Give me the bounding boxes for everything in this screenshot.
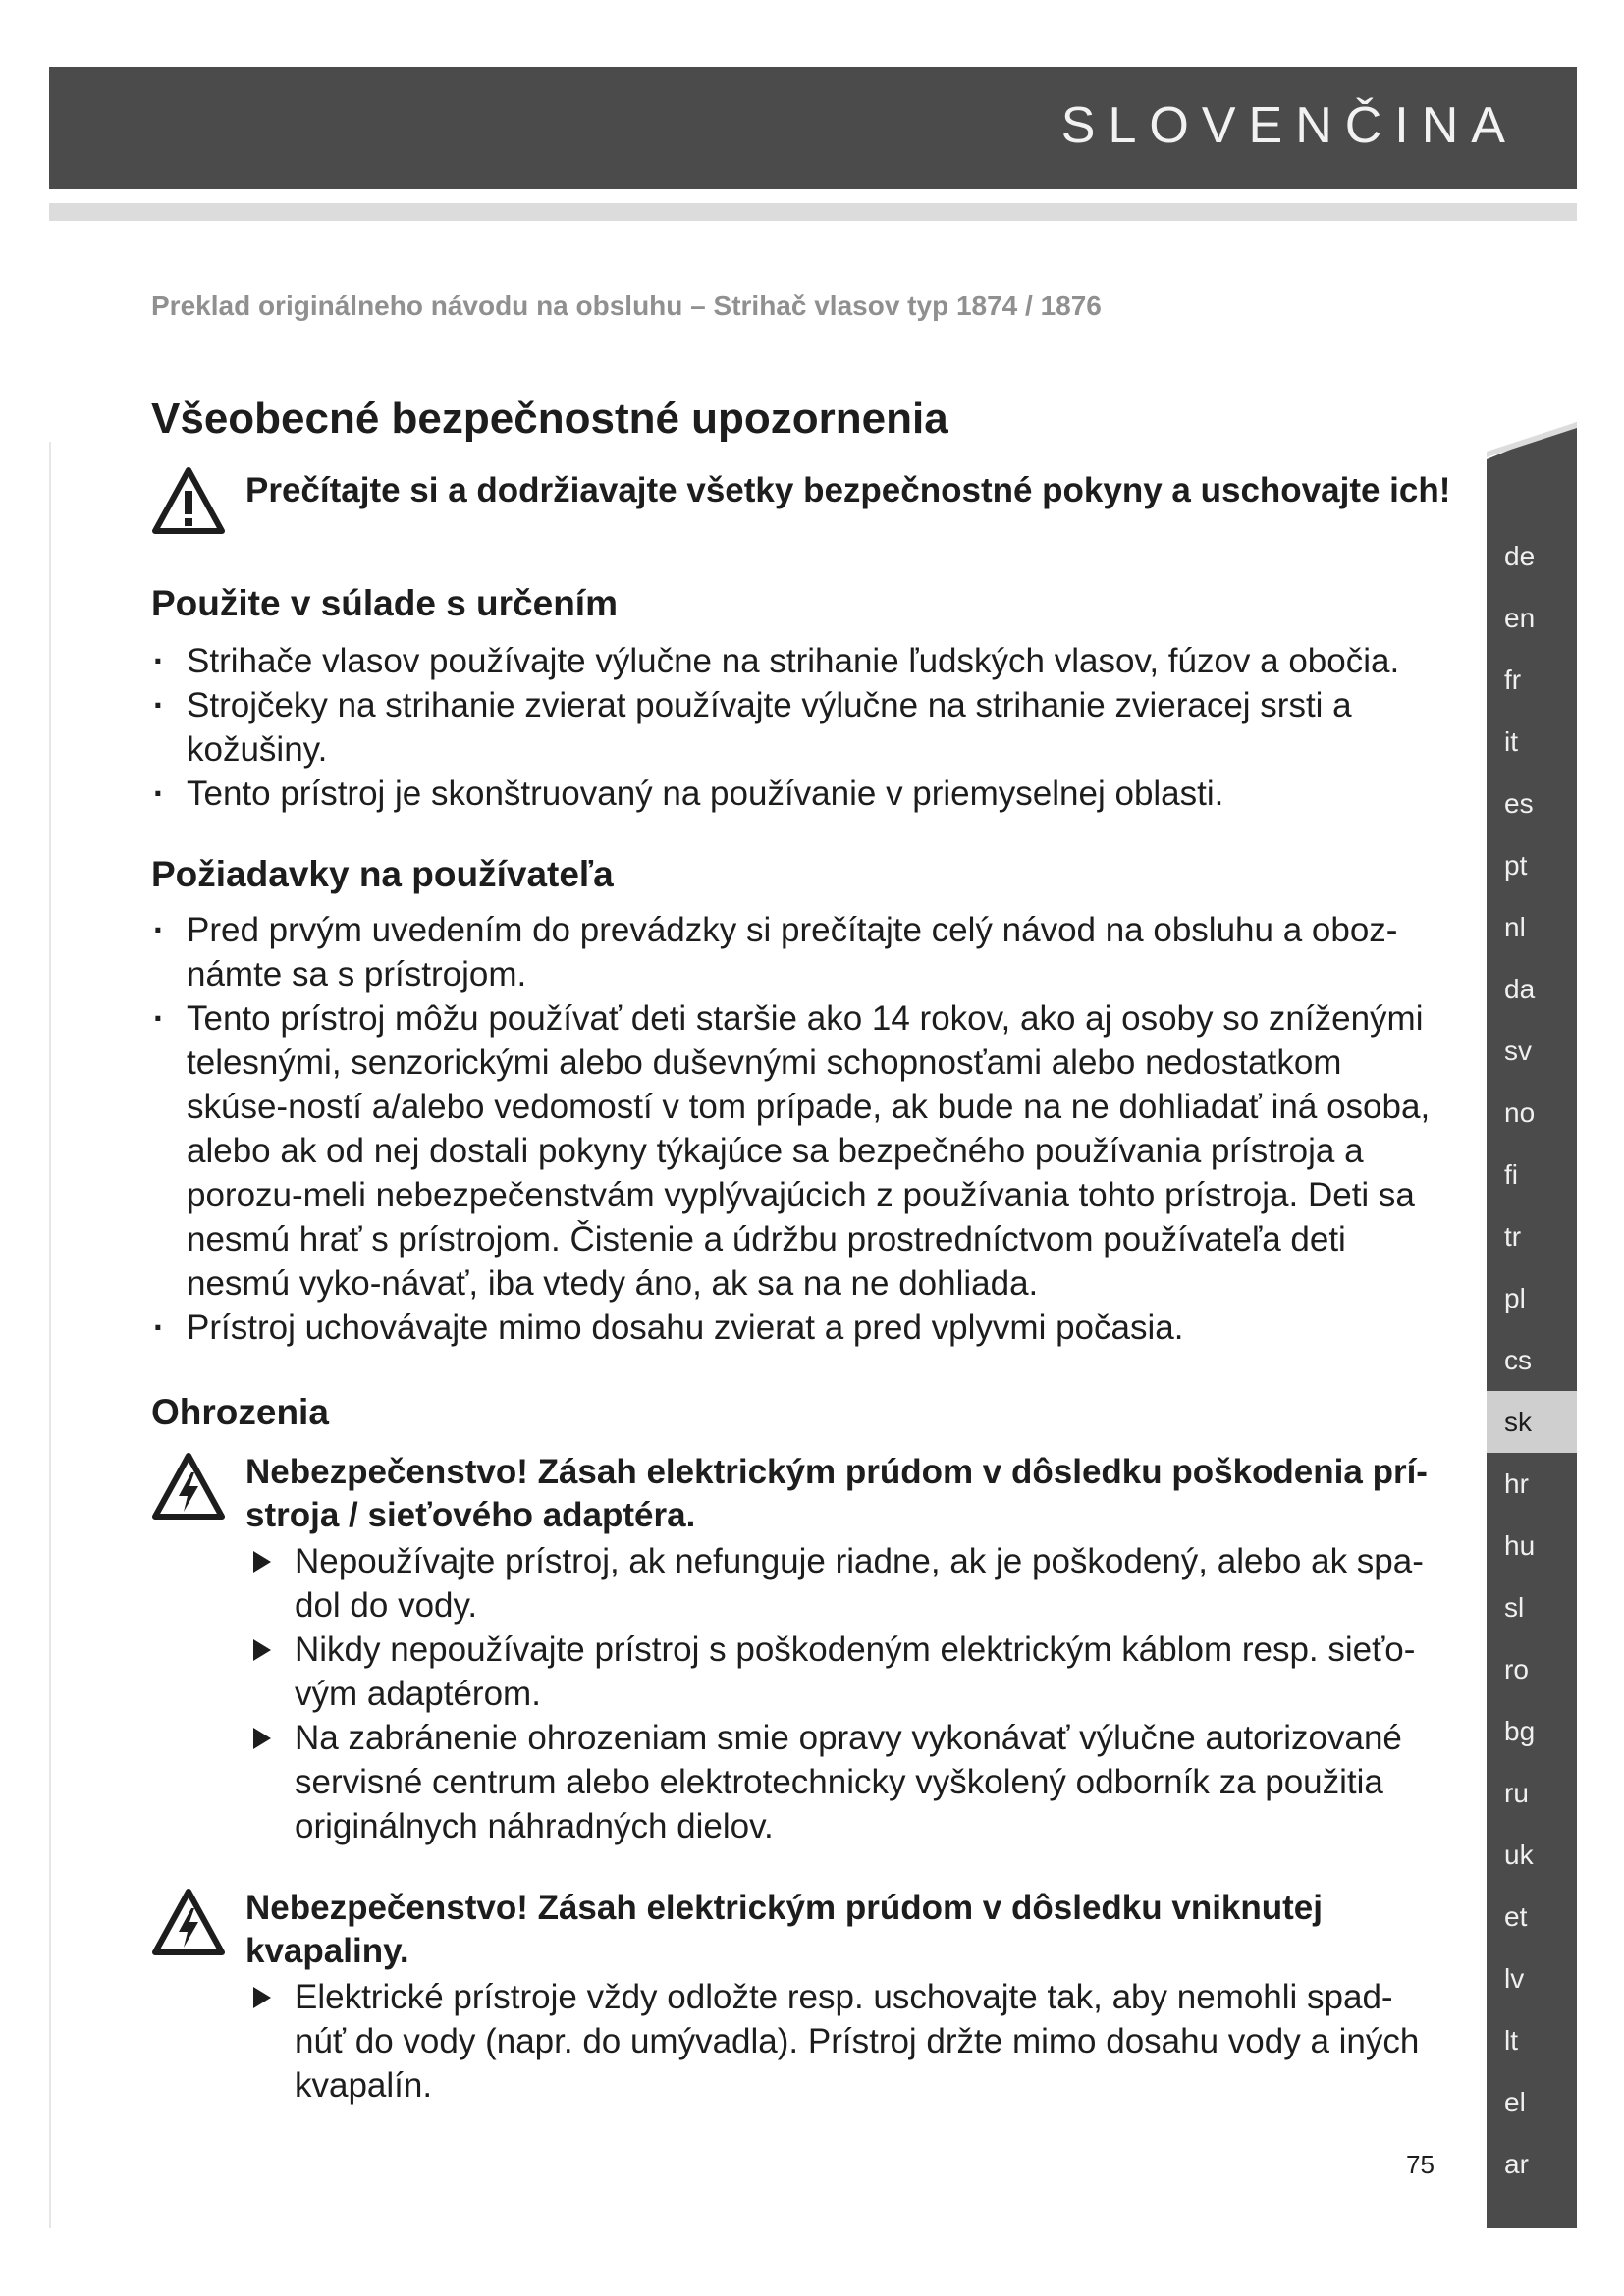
lang-tab-nl[interactable]: nl bbox=[1504, 912, 1526, 942]
lang-tab-fr[interactable]: fr bbox=[1504, 665, 1522, 695]
lang-tab-sv[interactable]: sv bbox=[1504, 1036, 1532, 1066]
left-margin-line bbox=[49, 442, 51, 2228]
electric-hazard-icon bbox=[151, 1887, 226, 1957]
lang-tab-es[interactable]: es bbox=[1504, 788, 1534, 819]
lang-tab-de[interactable]: de bbox=[1504, 541, 1536, 571]
list-item: · Prístroj uchovávajte mimo dosahu zvierat a pred vplyvmi počasia. bbox=[151, 1306, 1447, 1350]
lang-tab-lt[interactable]: lt bbox=[1504, 2025, 1518, 2056]
lang-tab-uk[interactable]: uk bbox=[1504, 1840, 1534, 1870]
electric-hazard-icon bbox=[151, 1451, 226, 1522]
lang-tab-pl[interactable]: pl bbox=[1504, 1283, 1526, 1313]
lang-tab-no[interactable]: no bbox=[1504, 1097, 1536, 1128]
lang-tab-el[interactable]: el bbox=[1504, 2087, 1526, 2117]
list-item: · Tento prístroj môžu používať deti staršie ako 14 rokov, ako aj osoby so zníženými telesnými, senzorickými alebo duševnými schopnosťami alebo nedostatkom skúse-ností a/alebo vedomostí v tom prípade, ak bude na ne dohliadať iná osoba, alebo ak od nej dostali pokyny týkajúce sa bezpečného používania prístroja a porozu-meli nebezpečenstvám vyplývajúcich z používania tohto prístroja. Deti sa nesmú hrať s prístrojom. Čistenie a údržbu prostredníctvom používateľa deti nesmú vyko-návať, iba vtedy áno, ak sa na ne dohliada. bbox=[151, 996, 1447, 1306]
list-item: · Strojčeky na strihanie zvierat používajte výlučne na strihanie zvieracej srsti a kožušiny. bbox=[151, 683, 1447, 772]
lang-tab-tr[interactable]: tr bbox=[1504, 1221, 1522, 1252]
lang-tab-ar[interactable]: ar bbox=[1504, 2149, 1529, 2179]
lang-tab-lv[interactable]: lv bbox=[1504, 1963, 1525, 1994]
lang-tab-sl[interactable]: sl bbox=[1504, 1592, 1525, 1623]
lang-tab-pt[interactable]: pt bbox=[1504, 850, 1528, 881]
header-title: SLOVENČINA bbox=[1060, 97, 1518, 154]
lang-tab-ru[interactable]: ru bbox=[1504, 1778, 1529, 1808]
list-item: Nikdy nepoužívajte prístroj s poškodeným elektrickým káblom resp. sieťo-vým adaptérom. bbox=[245, 1628, 1424, 1716]
lang-tab-bg[interactable]: bg bbox=[1504, 1716, 1536, 1746]
danger-1-title: Nebezpečenstvo! Zásah elektrickým prúdom v dôsledku poškodenia prí-stroja / sieťového adaptéra. bbox=[245, 1453, 1428, 1534]
lang-tab-ro[interactable]: ro bbox=[1504, 1654, 1529, 1684]
danger-1-list bbox=[245, 1539, 1424, 1848]
list-item: · Strihače vlasov používajte výlučne na strihanie ľudských vlasov, fúzov a obočia. bbox=[151, 639, 1447, 683]
language-sidebar bbox=[1487, 525, 1577, 2228]
section-heading-intended-use: Použite v súlade s určením bbox=[151, 583, 618, 623]
list-item: Elektrické prístroje vždy odložte resp. uschovajte tak, aby nemohli spad-núť do vody (napr. do umývadla). Prístroj držte mimo dosahu vody a iných kvapalín. bbox=[245, 1975, 1424, 2108]
lang-tab-et[interactable]: et bbox=[1504, 1901, 1528, 1932]
lang-tab-sk[interactable]: sk bbox=[1487, 1391, 1577, 1453]
section-heading-general-safety: Všeobecné bezpečnostné upozornenia bbox=[151, 395, 948, 443]
list-item: · Pred prvým uvedením do prevádzky si prečítajte celý návod na obsluhu a oboz-námte sa s prístrojom. bbox=[151, 908, 1447, 996]
list-item: Nepoužívajte prístroj, ak nefunguje riadne, ak je poškodený, alebo ak spa-dol do vody. bbox=[245, 1539, 1424, 1628]
section-heading-user-requirements: Požiadavky na používateľa bbox=[151, 854, 614, 894]
header-underline bbox=[49, 203, 1577, 221]
danger-2-list bbox=[245, 1975, 1424, 2108]
page-number: 75 bbox=[1406, 2150, 1435, 2179]
lang-tab-hu[interactable]: hu bbox=[1504, 1530, 1536, 1561]
lang-tab-fi[interactable]: fi bbox=[1504, 1159, 1518, 1190]
list-item: · Tento prístroj je skonštruovaný na používanie v priemyselnej oblasti. bbox=[151, 772, 1447, 816]
section-heading-hazards: Ohrozenia bbox=[151, 1392, 329, 1432]
lang-tab-da[interactable]: da bbox=[1504, 974, 1536, 1004]
document-subtitle: Preklad originálneho návodu na obsluhu – Strihač vlasov typ 1874 / 1876 bbox=[151, 291, 1102, 321]
lang-tab-en[interactable]: en bbox=[1504, 603, 1536, 633]
intended-use-list bbox=[151, 639, 1447, 816]
list-item: Na zabránenie ohrozeniam smie opravy vykonávať výlučne autorizované servisné centrum alebo elektrotechnicky vyškolený odborník za použitia originálnych náhradných dielov. bbox=[245, 1716, 1424, 1848]
lang-tab-it[interactable]: it bbox=[1504, 726, 1518, 757]
danger-2-title: Nebezpečenstvo! Zásah elektrickým prúdom v dôsledku vniknutej kvapaliny. bbox=[245, 1889, 1323, 1970]
lang-tab-cs[interactable]: cs bbox=[1504, 1345, 1532, 1375]
warning-triangle-icon bbox=[151, 465, 226, 536]
general-warning-text: Prečítajte si a dodržiavajte všetky bezpečnostné pokyny a uschovajte ich! bbox=[245, 471, 1451, 509]
lang-tab-hr[interactable]: hr bbox=[1504, 1468, 1529, 1499]
header-bar bbox=[49, 67, 1577, 189]
language-tab-header bbox=[1487, 422, 1577, 528]
user-requirements-list bbox=[151, 908, 1447, 1350]
